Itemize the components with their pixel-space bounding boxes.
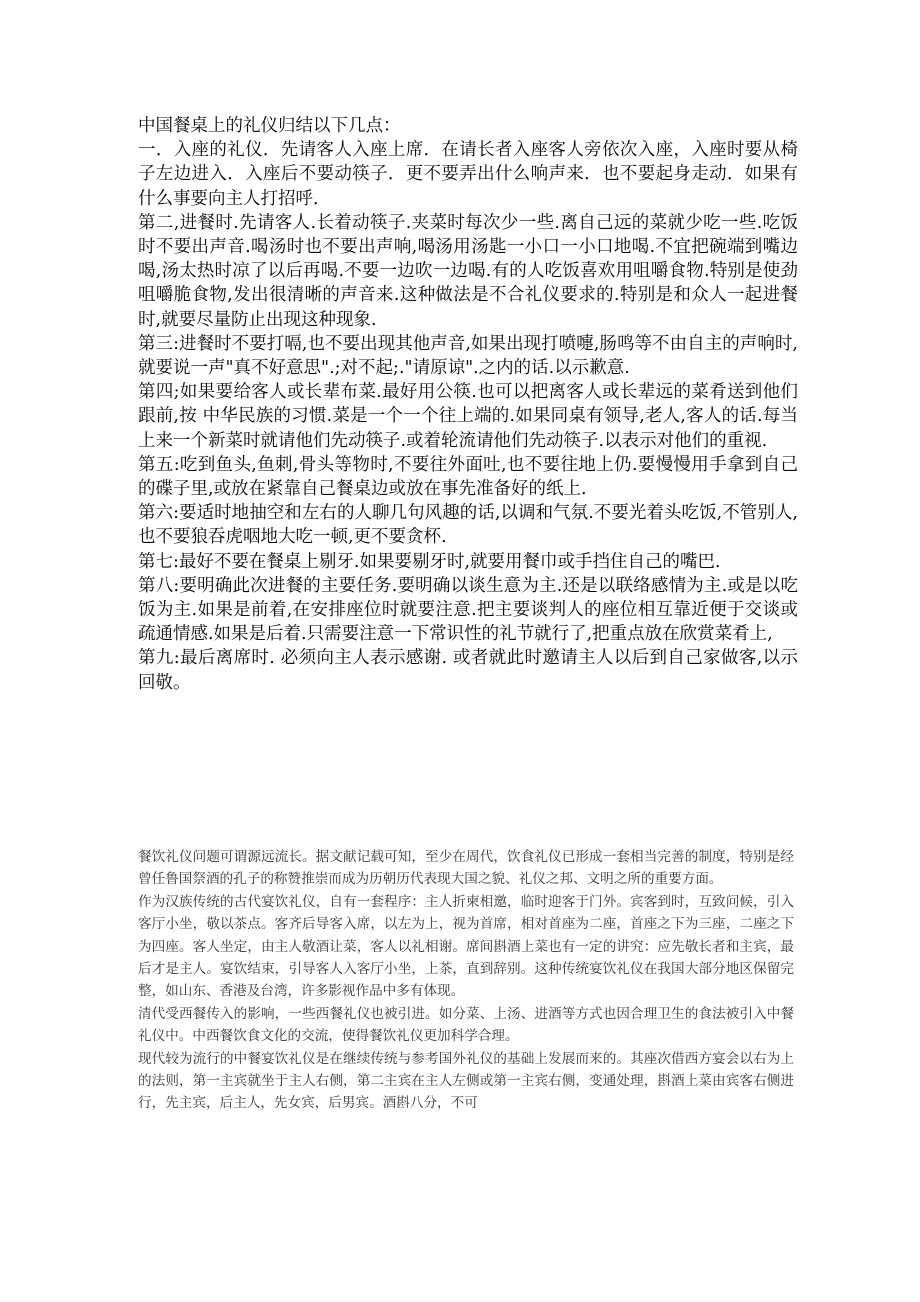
paragraph-rule-8: 第八:要明确此次进餐的主要任务.要明确以谈生意为主.还是以联络感情为主.或是以吃饭为主.如果是前着,在安排座位时就要注意.把主要谈判人的座位相互靠近便于交谈或疏通情感.如果是后着.只需要注意一下常识性的礼节就行了,把重点放在欣赏菜肴上, (138, 575, 798, 645)
paragraph-rule-1: 一．入座的礼仪．先请客人入座上席．在请长者入座客人旁依次入座，入座时要从椅子左边进入．入座后不要动筷子．更不要弄出什么响声来．也不要起身走动．如果有什么事要向主人打招呼． (138, 140, 798, 209)
paragraph-rule-2: 第二,进餐时.先请客人.长着动筷子.夹菜时每次少一些.离自己远的菜就少吃一些.吃饭时不要出声音.喝汤时也不要出声响,喝汤用汤匙一小口一小口地喝.不宜把碗端到嘴边喝,汤太热时凉了以后再喝.不要一边吹一边喝.有的人吃饭喜欢用咀嚼食物.特别是使劲咀嚼脆食物,发出很清晰的声音来.这种做法是不合礼仪要求的.特别是和众人一起进餐时,就要尽量防止出现这种现象. (138, 212, 798, 330)
paragraph-rule-6: 第六:要适时地抽空和左右的人聊几句风趣的话,以调和气氛.不要光着头吃饭,不管别人,也不要狼吞虎咽地大吃一顿,更不要贪杯. (138, 503, 798, 548)
paragraph-rule-4: 第四;如果要给客人或长辈布菜.最好用公筷.也可以把离客人或长辈远的菜肴送到他们跟前,按 中华民族的习惯.菜是一个一个往上端的.如果同桌有领导,老人,客人的话.每当上来一个新菜时就请他们先动筷子.或着轮流请他们先动筷子.以表示对他们的重视. (138, 382, 798, 451)
section-intro: 中国餐桌上的礼仪归结以下几点： (138, 116, 401, 136)
paragraph-rule-3: 第三:进餐时不要打嗝,也不要出现其他声音,如果出现打喷嚏,肠鸣等不由自主的声响时,就要说一声"真不好意思".;对不起;."请原谅".之内的话.以示歉意. (138, 333, 798, 379)
etiquette-list-section (138, 114, 798, 695)
history-paragraph-2: 作为汉族传统的古代宴饮礼仪，自有一套程序：主人折柬相邀，临时迎客于门外。宾客到时，互致问候，引入客厅小坐，敬以茶点。客齐后导客入席，以左为上，视为首席，相对首座为二座，首座之下为三座，二座之下为四座。客人坐定，由主人敬酒让菜，客人以礼相谢。席间斟酒上菜也有一定的讲究：应先敬长者和主宾，最后才是主人。宴饮结束，引导客人入客厅小坐，上茶，直到辞别。这种传统宴饮礼仪在我国大部分地区保留完整，如山东、香港及台湾，许多影视作品中多有体现。 (138, 893, 794, 1000)
history-paragraph-3: 清代受西餐传入的影响，一些西餐礼仪也被引进。如分菜、上汤、进酒等方式也因合理卫生的食法被引入中餐礼仪中。中西餐饮食文化的交流，使得餐饮礼仪更加科学合理。 (138, 1005, 794, 1045)
history-paragraph-1: 餐饮礼仪问题可谓源远流长。据文献记载可知，至少在周代，饮食礼仪已形成一套相当完善的制度，特别是经曾任鲁国祭酒的孔子的称赞推崇而成为历朝历代表现大国之貌、礼仪之邦、文明之所的重要方面。 (138, 849, 794, 888)
history-paragraph-4: 现代较为流行的中餐宴饮礼仪是在继续传统与参考国外礼仪的基础上发展而来的。其座次借西方宴会以右为上的法则，第一主宾就坐于主人右侧，第二主宾在主人左侧或第一主宾右侧，变通处理，斟酒上菜由宾客右侧进行，先主宾，后主人，先女宾，后男宾。酒斟八分，不可 (138, 1050, 794, 1112)
paragraph-rule-5: 第五:吃到鱼头,鱼刺,骨头等物时,不要往外面吐,也不要往地上仍.要慢慢用手拿到自己的碟子里,或放在紧靠自己餐桌边或放在事先准备好的纸上. (138, 454, 798, 500)
paragraph-rule-7: 第七:最好不要在餐桌上剔牙.如果要剔牙时,就要用餐巾或手挡住自己的嘴巴. (138, 551, 721, 572)
history-section (138, 846, 794, 1115)
paragraph-rule-9: 第九:最后离席时. 必须向主人表示感谢. 或者就此时邀请主人以后到自己家做客,以示回敬。 (138, 648, 798, 693)
